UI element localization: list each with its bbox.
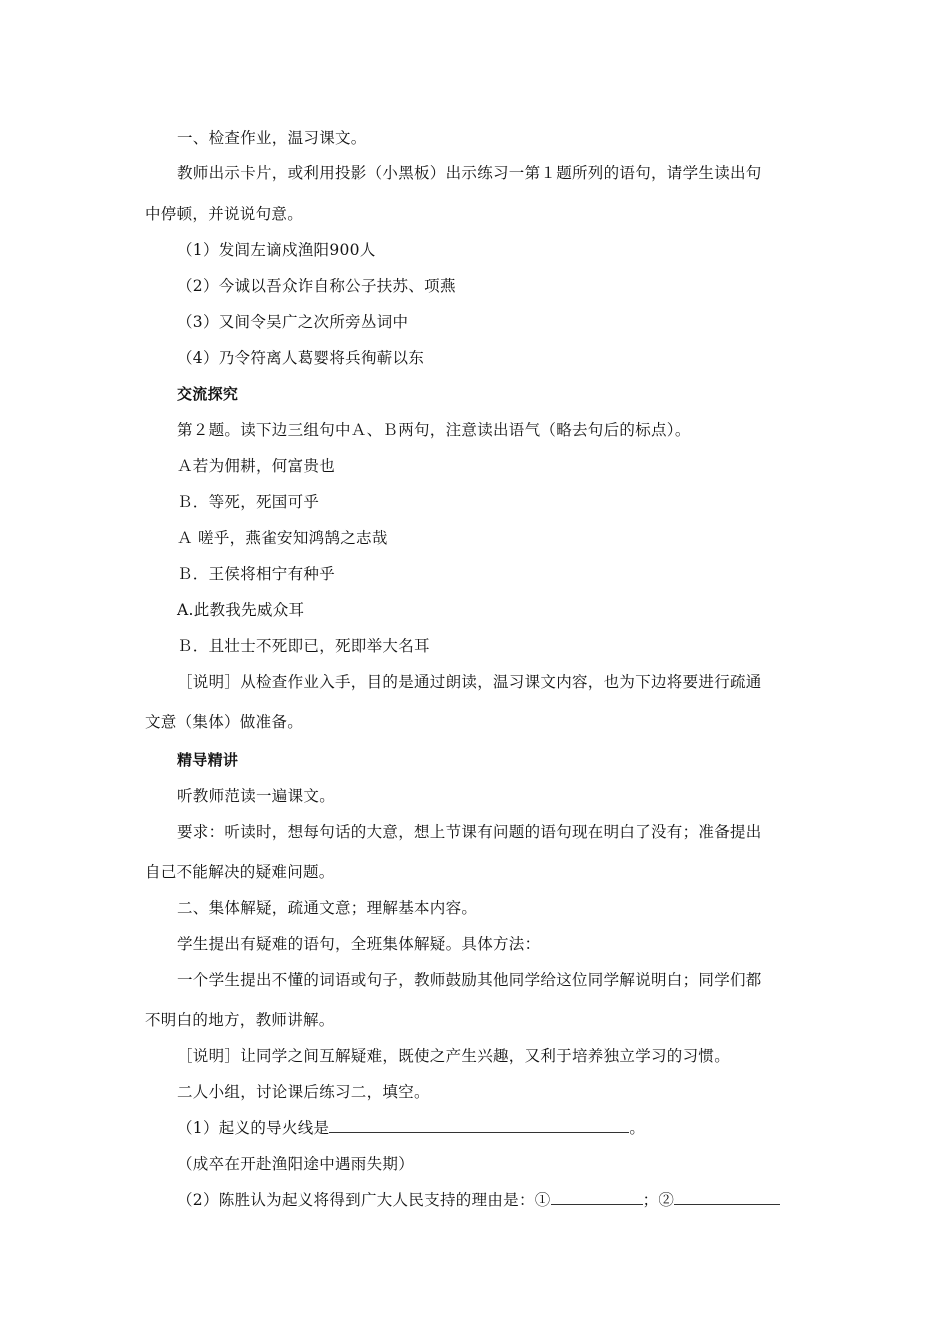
list-item: Ｂ．等死，死国可乎 bbox=[177, 493, 320, 511]
paragraph-text: 第２题。读下边三组句中Ａ、Ｂ两句，注意读出语气（略去句后的标点）。 bbox=[177, 421, 691, 439]
paragraph-text: 要求：听读时，想每句话的大意，想上节课有问题的语句现在明白了没有；准备提出 bbox=[177, 823, 762, 841]
paragraph-text: 自己不能解决的疑难问题。 bbox=[145, 863, 335, 881]
list-item: Ａ 嗟乎，燕雀安知鸿鹄之志哉 bbox=[177, 529, 388, 547]
list-item: Ｂ．王侯将相宁有种乎 bbox=[177, 565, 336, 583]
section-heading-check-homework: 一、检查作业，温习课文。 bbox=[177, 129, 367, 147]
paragraph-text: 一个学生提出不懂的词语或句子，教师鼓励其他同学给这位同学解说明白；同学们都 bbox=[177, 971, 762, 989]
paragraph-text: 文意（集体）做准备。 bbox=[145, 713, 304, 731]
paragraph-text: 二人小组，讨论课后练习二，填空。 bbox=[177, 1083, 430, 1101]
note-paragraph: ［说明］从检查作业入手，目的是通过朗读，温习课文内容，也为下边将要进行疏通 bbox=[177, 673, 762, 691]
section-heading-guided-teaching: 精导精讲 bbox=[177, 751, 239, 769]
question-text: （2）陈胜认为起义将得到广大人民支持的理由是：① bbox=[177, 1191, 551, 1209]
fill-in-question-2 bbox=[177, 1190, 780, 1210]
note-paragraph: ［说明］让同学之间互解疑难，既使之产生兴趣，又利于培养独立学习的习惯。 bbox=[177, 1047, 731, 1065]
answer-blank bbox=[674, 1190, 780, 1205]
punctuation: ；② bbox=[642, 1191, 675, 1209]
list-item: Ｂ．且壮士不死即已，死即举大名耳 bbox=[177, 637, 430, 655]
list-item: （3）又间令吴广之次所旁丛词中 bbox=[177, 313, 409, 331]
punctuation: 。 bbox=[629, 1119, 646, 1137]
answer-hint: （成卒在开赴渔阳途中遇雨失期） bbox=[177, 1155, 415, 1173]
section-heading-collective-questions: 二、集体解疑，疏通文意；理解基本内容。 bbox=[177, 899, 478, 917]
answer-blank bbox=[329, 1118, 629, 1133]
list-item: （2）今诚以吾众诈自称公子扶苏、项燕 bbox=[177, 277, 456, 295]
section-heading-exchange-explore: 交流探究 bbox=[177, 385, 239, 403]
question-text: （1）起义的导火线是 bbox=[177, 1119, 330, 1137]
list-item: Ａ若为佣耕，何富贵也 bbox=[177, 457, 336, 475]
list-item: （4）乃令符离人葛婴将兵徇蕲以东 bbox=[177, 349, 425, 367]
list-item: A.此教我先威众耳 bbox=[177, 601, 305, 619]
paragraph-text: 不明白的地方，教师讲解。 bbox=[145, 1011, 335, 1029]
paragraph-text: 听教师范读一遍课文。 bbox=[177, 787, 336, 805]
answer-blank bbox=[551, 1190, 643, 1205]
paragraph-text: 中停顿，并说说句意。 bbox=[145, 205, 304, 223]
fill-in-question-1 bbox=[177, 1118, 645, 1138]
paragraph-text: 教师出示卡片，或利用投影（小黑板）出示练习一第１题所列的语句，请学生读出句 bbox=[177, 164, 762, 182]
paragraph-text: 学生提出有疑难的语句，全班集体解疑。具体方法： bbox=[177, 935, 541, 953]
list-item: （1）发闾左谪戍渔阳900人 bbox=[177, 241, 376, 259]
